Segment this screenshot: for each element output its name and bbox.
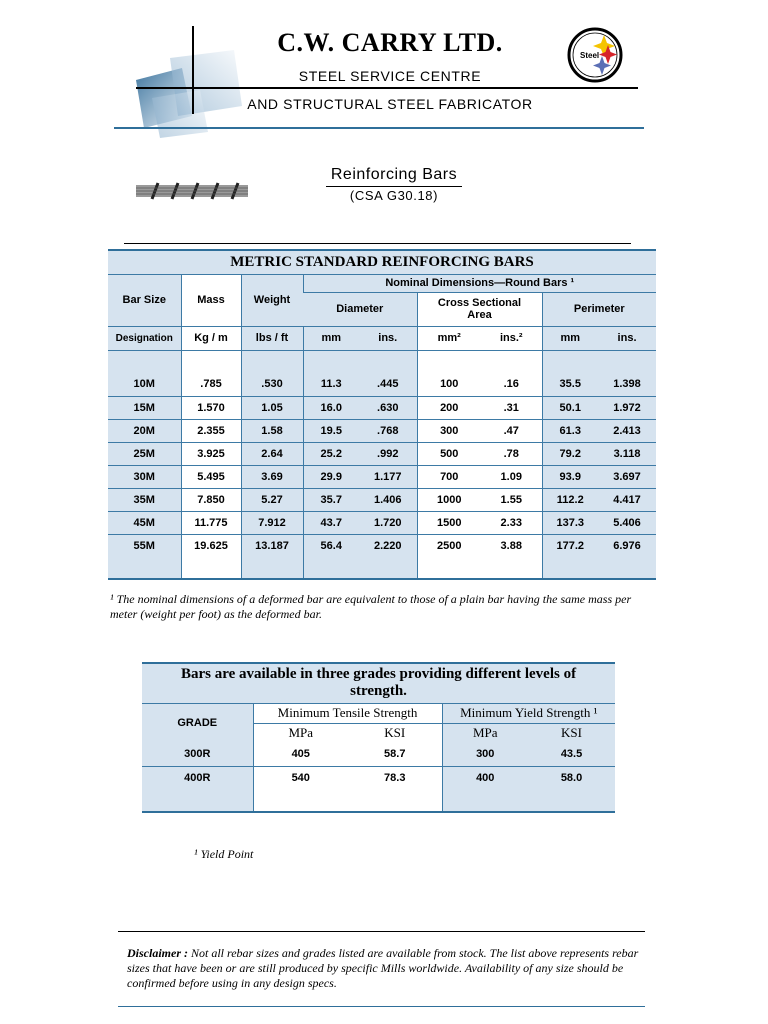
document-subtitle: (CSA G30.18) <box>349 188 439 203</box>
table-cell: 15M <box>108 396 181 419</box>
disclaimer <box>127 946 647 991</box>
unit-cell: ins. <box>598 326 656 350</box>
units-row <box>108 326 656 350</box>
grades-title: Bars are available in three grades providing different levels of strength. <box>142 663 615 703</box>
badge-text: Steel <box>580 51 600 60</box>
grade-cell: 400R <box>142 766 253 789</box>
table-cell: 7.912 <box>241 511 303 534</box>
table-cell: 2.33 <box>481 511 542 534</box>
table-cell: .16 <box>481 373 542 396</box>
table-cell: .31 <box>481 396 542 419</box>
table-cell: 61.3 <box>542 419 598 442</box>
grade-row <box>142 743 615 766</box>
table-row <box>108 442 656 465</box>
table-cell: 11.3 <box>303 373 359 396</box>
table-cell: 137.3 <box>542 511 598 534</box>
header-horizontal-line <box>136 87 638 89</box>
grade-cell: 405 <box>253 743 348 766</box>
table-cell: 300 <box>417 419 481 442</box>
grade-cell: 300R <box>142 743 253 766</box>
table-cell: 2.355 <box>181 419 241 442</box>
table-cell: 1.720 <box>359 511 417 534</box>
table-cell: 1.05 <box>241 396 303 419</box>
header-diameter: Diameter <box>303 292 417 326</box>
table-row <box>108 465 656 488</box>
table-cell: 29.9 <box>303 465 359 488</box>
spacer-row <box>108 350 656 373</box>
table-cell: 3.697 <box>598 465 656 488</box>
table-cell: 1.406 <box>359 488 417 511</box>
table-cell: 5.27 <box>241 488 303 511</box>
table-cell: 79.2 <box>542 442 598 465</box>
table-cell: 1.55 <box>481 488 542 511</box>
table-cell: 10M <box>108 373 181 396</box>
table-cell: .785 <box>181 373 241 396</box>
table-cell: .630 <box>359 396 417 419</box>
disclaimer-text: Not all rebar sizes and grades listed are available from stock. The list above represents rebar sizes that have been or are still produced by specific Mills worldwide. Availability of any size should be confirmed before using in any design specs. <box>127 946 639 990</box>
header-grade: GRADE <box>142 703 253 743</box>
table-cell: .530 <box>241 373 303 396</box>
grade-cell: 78.3 <box>348 766 442 789</box>
grade-cell: 400 <box>442 766 528 789</box>
table-cell: 1.09 <box>481 465 542 488</box>
table-cell: 5.495 <box>181 465 241 488</box>
table-cell: 1.570 <box>181 396 241 419</box>
unit-cell: KSI <box>528 723 615 743</box>
grade-cell: 43.5 <box>528 743 615 766</box>
table-cell: 177.2 <box>542 534 598 557</box>
table-cell: 1.398 <box>598 373 656 396</box>
unit-cell: Kg / m <box>181 326 241 350</box>
table-cell: 55M <box>108 534 181 557</box>
unit-cell: KSI <box>348 723 442 743</box>
spacer-row <box>108 557 656 579</box>
table-cell: .78 <box>481 442 542 465</box>
table-cell: 93.9 <box>542 465 598 488</box>
table-cell: 43.7 <box>303 511 359 534</box>
header-yield-strength: Minimum Yield Strength ¹ <box>442 703 615 723</box>
table-cell: 200 <box>417 396 481 419</box>
unit-cell: lbs / ft <box>241 326 303 350</box>
table-row <box>108 373 656 396</box>
table-cell: 1000 <box>417 488 481 511</box>
section-divider <box>124 243 631 244</box>
table-cell: .768 <box>359 419 417 442</box>
unit-cell: mm² <box>417 326 481 350</box>
unit-cell: MPa <box>442 723 528 743</box>
disclaimer-label: Disclaimer : <box>127 946 188 960</box>
table-cell: 2.220 <box>359 534 417 557</box>
table-cell: 1500 <box>417 511 481 534</box>
table-cell: 1.972 <box>598 396 656 419</box>
table-cell: 3.118 <box>598 442 656 465</box>
company-tagline-1: STEEL SERVICE CENTRE <box>298 68 482 84</box>
company-logo-graphic <box>130 28 250 140</box>
unit-cell: ins.² <box>481 326 542 350</box>
steel-badge-icon <box>566 26 624 84</box>
document-title: Reinforcing Bars <box>330 166 458 183</box>
spacer-row <box>142 789 615 812</box>
unit-cell: mm <box>542 326 598 350</box>
table-cell: 30M <box>108 465 181 488</box>
table-row <box>108 488 656 511</box>
header-bar-size: Bar Size <box>108 274 181 326</box>
table-cell: 1.58 <box>241 419 303 442</box>
table-cell: 11.775 <box>181 511 241 534</box>
grade-cell: 540 <box>253 766 348 789</box>
yield-footnote: ¹ Yield Point <box>194 847 254 861</box>
table-cell: 5.406 <box>598 511 656 534</box>
table-cell: 25M <box>108 442 181 465</box>
rebar-icon <box>136 182 248 200</box>
header-perimeter: Perimeter <box>542 292 656 326</box>
header-vertical-line <box>192 26 194 114</box>
grade-cell: 58.7 <box>348 743 442 766</box>
table-row <box>108 396 656 419</box>
table-cell: 500 <box>417 442 481 465</box>
table-row <box>108 534 656 557</box>
table-cell: 13.187 <box>241 534 303 557</box>
header-nominal-dimensions: Nominal Dimensions—Round Bars ¹ <box>303 274 656 292</box>
table-cell: 3.925 <box>181 442 241 465</box>
table-cell: 7.850 <box>181 488 241 511</box>
header-tensile-strength: Minimum Tensile Strength <box>253 703 442 723</box>
table-cell: 2.413 <box>598 419 656 442</box>
table-cell: 3.88 <box>481 534 542 557</box>
table-cell: 16.0 <box>303 396 359 419</box>
table-cell: 6.976 <box>598 534 656 557</box>
table-cell: 45M <box>108 511 181 534</box>
table-cell: 2500 <box>417 534 481 557</box>
table-cell: 56.4 <box>303 534 359 557</box>
company-tagline-2: AND STRUCTURAL STEEL FABRICATOR <box>247 96 533 112</box>
grade-cell: 300 <box>442 743 528 766</box>
header-weight: Weight <box>241 274 303 326</box>
table-cell: 1.177 <box>359 465 417 488</box>
unit-cell: MPa <box>253 723 348 743</box>
header-mass: Mass <box>181 274 241 326</box>
unit-cell: mm <box>303 326 359 350</box>
table-title: METRIC STANDARD REINFORCING BARS <box>108 250 656 274</box>
metric-bars-table <box>108 249 656 580</box>
company-name: C.W. CARRY LTD. <box>277 28 503 57</box>
disclaimer-bottom-rule <box>118 1006 645 1007</box>
unit-cell: Designation <box>108 326 181 350</box>
table-cell: 25.2 <box>303 442 359 465</box>
table-cell: 20M <box>108 419 181 442</box>
disclaimer-top-rule <box>118 931 645 932</box>
table-cell: 19.625 <box>181 534 241 557</box>
table-cell: 50.1 <box>542 396 598 419</box>
title-underline <box>326 186 462 187</box>
table-cell: 35M <box>108 488 181 511</box>
table-cell: 2.64 <box>241 442 303 465</box>
table-cell: 19.5 <box>303 419 359 442</box>
table-cell: 35.7 <box>303 488 359 511</box>
table-cell: 112.2 <box>542 488 598 511</box>
unit-cell: ins. <box>359 326 417 350</box>
grade-cell: 58.0 <box>528 766 615 789</box>
table-cell: .445 <box>359 373 417 396</box>
table-footnote: ¹ The nominal dimensions of a deformed bar are equivalent to those of a plain bar having the same mass per meter (weight per foot) as the deformed bar. <box>110 592 632 621</box>
grade-row <box>142 766 615 789</box>
table-cell: 3.69 <box>241 465 303 488</box>
table-cell: 4.417 <box>598 488 656 511</box>
table-row <box>108 511 656 534</box>
table-row <box>108 419 656 442</box>
table-cell: .47 <box>481 419 542 442</box>
table-cell: 100 <box>417 373 481 396</box>
header-divider <box>114 127 644 129</box>
header-cross-sectional-area: Cross Sectional Area <box>417 292 542 326</box>
table-cell: 35.5 <box>542 373 598 396</box>
table-cell: 700 <box>417 465 481 488</box>
grades-table <box>142 662 615 813</box>
table-cell: .992 <box>359 442 417 465</box>
